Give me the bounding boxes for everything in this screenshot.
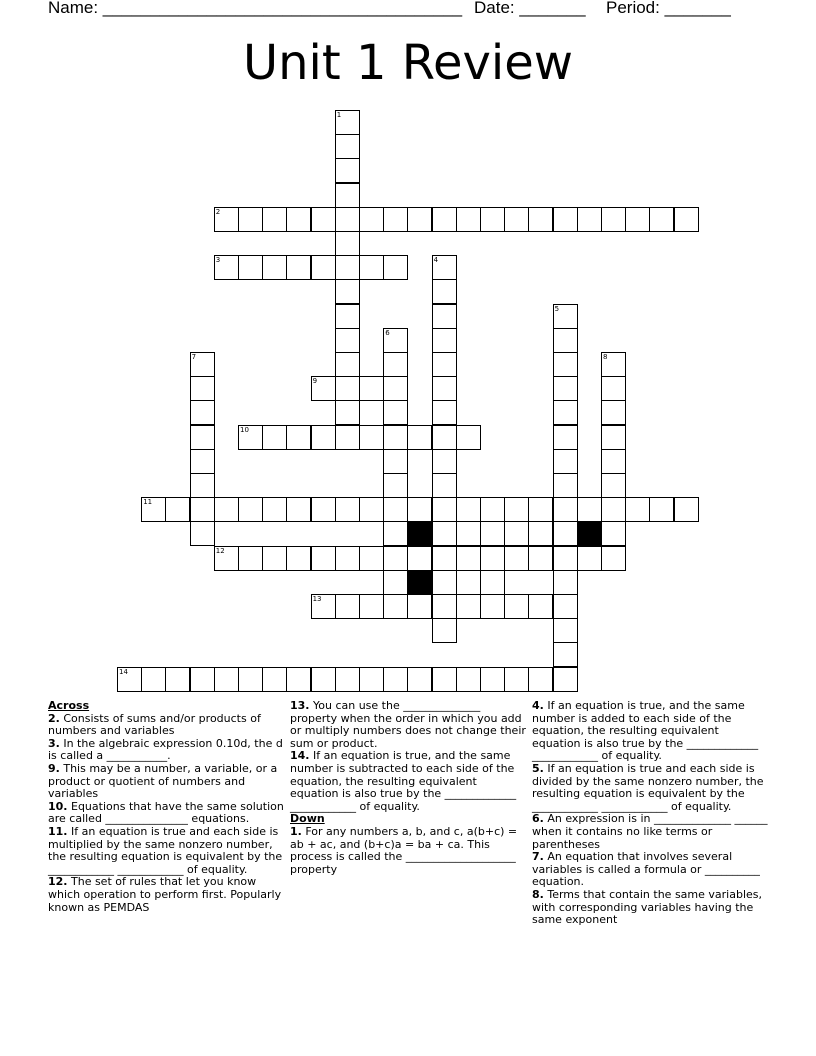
clue-number: 5 <box>554 304 560 313</box>
crossword-cell[interactable] <box>359 425 384 450</box>
crossword-cell[interactable] <box>383 473 408 498</box>
clue-down-5: 5. If an equation is true and each side is divided by the same nonzero number, the resulting equation is equivalent by the ____________ ____________ of equality. <box>532 761 764 813</box>
crossword-cell[interactable] <box>407 207 432 232</box>
crossword-cell[interactable] <box>359 667 384 692</box>
crossword-cell[interactable] <box>335 400 360 425</box>
crossword-cell[interactable] <box>601 473 626 498</box>
crossword-cell[interactable] <box>359 546 384 571</box>
crossword-cell[interactable] <box>335 497 360 522</box>
crossword-cell[interactable] <box>335 667 360 692</box>
crossword-cell[interactable] <box>456 425 481 450</box>
crossword-cell[interactable] <box>674 497 699 522</box>
crossword-cell[interactable] <box>601 546 626 571</box>
crossword-cell[interactable] <box>480 594 505 619</box>
clue-number: 4 <box>433 256 439 265</box>
crossword-cell[interactable] <box>190 667 215 692</box>
clue-number: 6 <box>385 328 390 337</box>
clue-down-7: 7. An equation that involves several variables is called a formula or __________ equation. <box>532 850 760 889</box>
crossword-cell[interactable] <box>480 497 505 522</box>
crossword-cell[interactable] <box>238 546 263 571</box>
crossword-cell[interactable] <box>286 667 311 692</box>
crossword-cell[interactable] <box>335 134 360 159</box>
crossword-cell[interactable] <box>432 618 457 643</box>
crossword-cell[interactable] <box>383 328 408 353</box>
crossword-cell[interactable] <box>553 425 578 450</box>
crossword-cell[interactable] <box>456 667 481 692</box>
crossword-cell[interactable] <box>383 497 408 522</box>
crossword-cell[interactable] <box>528 207 553 232</box>
crossword-cell[interactable] <box>480 546 505 571</box>
crossword-cell[interactable] <box>190 425 215 450</box>
crossword-cell[interactable] <box>359 376 384 401</box>
crossword-cell[interactable] <box>335 376 360 401</box>
period-field[interactable]: Period: _______ <box>606 0 731 17</box>
crossword-cell[interactable] <box>141 497 166 522</box>
crossword-cell[interactable] <box>625 497 650 522</box>
name-field[interactable]: Name: ______________________________________ <box>48 0 463 17</box>
crossword-cell[interactable] <box>214 255 239 280</box>
crossword-cell[interactable] <box>383 400 408 425</box>
crossword-cell[interactable] <box>528 521 553 546</box>
clue-down-4: 4. If an equation is true, and the same number is added to each side of the equation, the resulting equivalent equation is also true by the _____________ ____________ of equality. <box>532 699 759 763</box>
crossword-cell[interactable] <box>577 497 602 522</box>
crossword-cell[interactable] <box>311 594 336 619</box>
crossword-cell[interactable] <box>262 255 287 280</box>
crossword-cell[interactable] <box>238 425 263 450</box>
crossword-cell[interactable] <box>649 207 674 232</box>
clues-column-2 <box>290 700 526 876</box>
date-field[interactable]: Date: _______ <box>474 0 586 17</box>
crossword-cell[interactable] <box>335 158 360 183</box>
clue-number: 11 <box>143 498 153 507</box>
clue-across-3: 3. In the algebraic expression 0.10d, the d is called a ___________. <box>48 736 283 763</box>
crossword-cell[interactable] <box>214 497 239 522</box>
crossword-cell[interactable] <box>383 449 408 474</box>
clue-across-10: 10. Equations that have the same solution are called _______________ equations. <box>48 799 284 826</box>
across-heading: Across <box>48 699 90 712</box>
clue-across-2: 2. Consists of sums and/or products of numbers and variables <box>48 711 261 738</box>
crossword-cell[interactable] <box>432 255 457 280</box>
crossword-cell[interactable] <box>553 521 578 546</box>
crossword-cell[interactable] <box>214 667 239 692</box>
crossword-cell[interactable] <box>311 425 336 450</box>
crossword-cell[interactable] <box>335 328 360 353</box>
crossword-cell[interactable] <box>553 642 578 667</box>
crossword-cell[interactable] <box>311 667 336 692</box>
crossword-cell[interactable] <box>432 594 457 619</box>
crossword-cell[interactable] <box>456 570 481 595</box>
crossword-cell[interactable] <box>407 667 432 692</box>
crossword-cell[interactable] <box>432 667 457 692</box>
crossword-cell[interactable] <box>553 473 578 498</box>
crossword-cell[interactable] <box>311 497 336 522</box>
crossword-cell[interactable] <box>601 376 626 401</box>
crossword-cell[interactable] <box>528 667 553 692</box>
crossword-cell[interactable] <box>456 594 481 619</box>
crossword-cell[interactable] <box>383 376 408 401</box>
clue-across-9: 9. This may be a number, a variable, or a product or quotient of numbers and variables <box>48 761 278 801</box>
crossword-cell[interactable] <box>432 207 457 232</box>
crossword-cell[interactable] <box>456 521 481 546</box>
crossword-cell[interactable] <box>190 521 215 546</box>
crossword-cell[interactable] <box>311 376 336 401</box>
crossword-cell[interactable] <box>335 594 360 619</box>
crossword-cell[interactable] <box>601 497 626 522</box>
crossword-cell[interactable] <box>649 497 674 522</box>
crossword-block <box>577 521 602 546</box>
clue-across-14: 14. If an equation is true, and the same number is subtracted to each side of the equation, the resulting equivalent equation is also true by the _____________ ____________ of equality. <box>290 749 517 813</box>
crossword-cell[interactable] <box>504 497 529 522</box>
clue-down-1: 1. For any numbers a, b, and c, a(b+c) = ab + ac, and (b+c)a = ba + ca. This process is called the ____________________ property <box>290 824 518 876</box>
crossword-cell[interactable] <box>553 594 578 619</box>
crossword-cell[interactable] <box>165 667 190 692</box>
crossword-cell[interactable] <box>504 207 529 232</box>
crossword-cell[interactable] <box>432 570 457 595</box>
crossword-cell[interactable] <box>238 255 263 280</box>
crossword-cell[interactable] <box>262 497 287 522</box>
crossword-cell[interactable] <box>383 546 408 571</box>
crossword-cell[interactable] <box>311 546 336 571</box>
crossword-cell[interactable] <box>383 425 408 450</box>
crossword-cell[interactable] <box>504 667 529 692</box>
crossword-cell[interactable] <box>504 594 529 619</box>
crossword-cell[interactable] <box>553 546 578 571</box>
crossword-cell[interactable] <box>335 110 360 135</box>
crossword-cell[interactable] <box>480 521 505 546</box>
crossword-cell[interactable] <box>141 667 166 692</box>
crossword-cell[interactable] <box>238 667 263 692</box>
crossword-cell[interactable] <box>286 255 311 280</box>
clue-number: 1 <box>336 111 342 119</box>
clue-number: 7 <box>191 353 197 361</box>
crossword-cell[interactable] <box>383 255 408 280</box>
crossword-cell[interactable] <box>553 449 578 474</box>
crossword-cell[interactable] <box>262 425 287 450</box>
crossword-cell[interactable] <box>432 521 457 546</box>
clue-number: 12 <box>215 546 225 555</box>
crossword-cell[interactable] <box>553 570 578 595</box>
page-title: Unit 1 Review <box>242 35 574 91</box>
crossword-cell[interactable] <box>286 425 311 450</box>
clue-across-13: 13. You can use the ______________ property when the order in which you add or multiply numbers does not change their sum or product. <box>290 699 526 750</box>
crossword-cell[interactable] <box>335 231 360 256</box>
clue-across-11: 11. If an equation is true and each side is multiplied by the same nonzero number, the resulting equation is equivalent by the ____________ ____________ of equality. <box>48 824 283 876</box>
crossword-cell[interactable] <box>359 255 384 280</box>
crossword-cell[interactable] <box>383 594 408 619</box>
crossword-cell[interactable] <box>383 207 408 232</box>
crossword-cell[interactable] <box>553 207 578 232</box>
crossword-cell[interactable] <box>407 497 432 522</box>
crossword-cell[interactable] <box>432 425 457 450</box>
crossword-cell[interactable] <box>190 400 215 425</box>
crossword-cell[interactable] <box>311 255 336 280</box>
crossword-cell[interactable] <box>432 304 457 329</box>
crossword-cell[interactable] <box>553 667 578 692</box>
crossword-block <box>407 521 432 546</box>
crossword-cell[interactable] <box>553 328 578 353</box>
crossword-cell[interactable] <box>553 304 578 329</box>
crossword-cell[interactable] <box>190 352 215 377</box>
crossword-cell[interactable] <box>335 183 360 208</box>
crossword-cell[interactable] <box>528 546 553 571</box>
crossword-cell[interactable] <box>190 449 215 474</box>
crossword-cell[interactable] <box>214 207 239 232</box>
crossword-cell[interactable] <box>286 497 311 522</box>
crossword-cell[interactable] <box>335 304 360 329</box>
crossword-cell[interactable] <box>335 425 360 450</box>
crossword-block <box>407 570 432 595</box>
crossword-cell[interactable] <box>456 497 481 522</box>
clue-number: 14 <box>119 667 128 676</box>
crossword-cell[interactable] <box>480 207 505 232</box>
crossword-cell[interactable] <box>504 521 529 546</box>
crossword-cell[interactable] <box>432 449 457 474</box>
crossword-cell[interactable] <box>383 667 408 692</box>
crossword-cell[interactable] <box>577 207 602 232</box>
clues-column-1 <box>48 700 284 914</box>
crossword-cell[interactable] <box>480 570 505 595</box>
crossword-cell[interactable] <box>601 449 626 474</box>
crossword-cell[interactable] <box>286 546 311 571</box>
crossword-cell[interactable] <box>335 279 360 304</box>
crossword-cell[interactable] <box>359 497 384 522</box>
crossword-cell[interactable] <box>553 400 578 425</box>
crossword-cell[interactable] <box>553 376 578 401</box>
crossword-cell[interactable] <box>601 521 626 546</box>
clue-down-6: 6. An expression is in ______________ ______ when it contains no like terms or parentheses <box>532 812 768 851</box>
crossword-cell[interactable] <box>262 667 287 692</box>
crossword-cell[interactable] <box>117 667 142 692</box>
crossword-cell[interactable] <box>432 546 457 571</box>
crossword-cell[interactable] <box>190 376 215 401</box>
crossword-cell[interactable] <box>432 279 457 304</box>
crossword-cell[interactable] <box>214 546 239 571</box>
crossword-cell[interactable] <box>432 376 457 401</box>
crossword-cell[interactable] <box>407 425 432 450</box>
crossword-cell[interactable] <box>601 207 626 232</box>
crossword-cell[interactable] <box>165 497 190 522</box>
crossword-cell[interactable] <box>190 497 215 522</box>
crossword-cell[interactable] <box>383 570 408 595</box>
clue-number: 13 <box>312 595 322 603</box>
crossword-cell[interactable] <box>553 497 578 522</box>
crossword-cell[interactable] <box>335 255 360 280</box>
crossword-cell[interactable] <box>190 473 215 498</box>
crossword-cell[interactable] <box>601 352 626 377</box>
crossword-cell[interactable] <box>601 425 626 450</box>
crossword-cell[interactable] <box>432 400 457 425</box>
clue-number: 8 <box>603 353 608 361</box>
crossword-cell[interactable] <box>359 594 384 619</box>
crossword-cell[interactable] <box>456 207 481 232</box>
clue-down-8: 8. Terms that contain the same variables, with corresponding variables having the same exponent <box>532 887 762 927</box>
crossword-cell[interactable] <box>432 352 457 377</box>
clue-number: 9 <box>312 377 318 386</box>
crossword-cell[interactable] <box>359 207 384 232</box>
crossword-cell[interactable] <box>674 207 699 232</box>
crossword-cell[interactable] <box>286 207 311 232</box>
crossword-cell[interactable] <box>432 328 457 353</box>
crossword-cell[interactable] <box>238 497 263 522</box>
crossword-cell[interactable] <box>262 546 287 571</box>
crossword-cell[interactable] <box>432 473 457 498</box>
crossword-cell[interactable] <box>262 207 287 232</box>
crossword-cell[interactable] <box>238 207 263 232</box>
crossword-cell[interactable] <box>553 618 578 643</box>
clue-number: 3 <box>215 256 221 265</box>
crossword-cell[interactable] <box>383 352 408 377</box>
crossword-cell[interactable] <box>383 521 408 546</box>
crossword-cell[interactable] <box>335 352 360 377</box>
crossword-cell[interactable] <box>456 546 481 571</box>
clue-number: 10 <box>240 425 249 434</box>
crossword-cell[interactable] <box>407 546 432 571</box>
crossword-cell[interactable] <box>432 497 457 522</box>
crossword-cell[interactable] <box>335 207 360 232</box>
crossword-cell[interactable] <box>625 207 650 232</box>
crossword-cell[interactable] <box>504 546 529 571</box>
crossword-cell[interactable] <box>528 497 553 522</box>
crossword-cell[interactable] <box>480 667 505 692</box>
clue-number: 2 <box>215 207 221 216</box>
clue-across-12: 12. The set of rules that let you know which operation to perform first. Popularly known as PEMDAS <box>48 875 282 914</box>
clues-column-3 <box>532 700 768 927</box>
down-heading: Down <box>290 812 325 826</box>
crossword-cell[interactable] <box>311 207 336 232</box>
crossword-cell[interactable] <box>553 352 578 377</box>
crossword-cell[interactable] <box>335 546 360 571</box>
crossword-cell[interactable] <box>601 400 626 425</box>
crossword-cell[interactable] <box>577 546 602 571</box>
crossword-cell[interactable] <box>407 594 432 619</box>
crossword-cell[interactable] <box>528 594 553 619</box>
